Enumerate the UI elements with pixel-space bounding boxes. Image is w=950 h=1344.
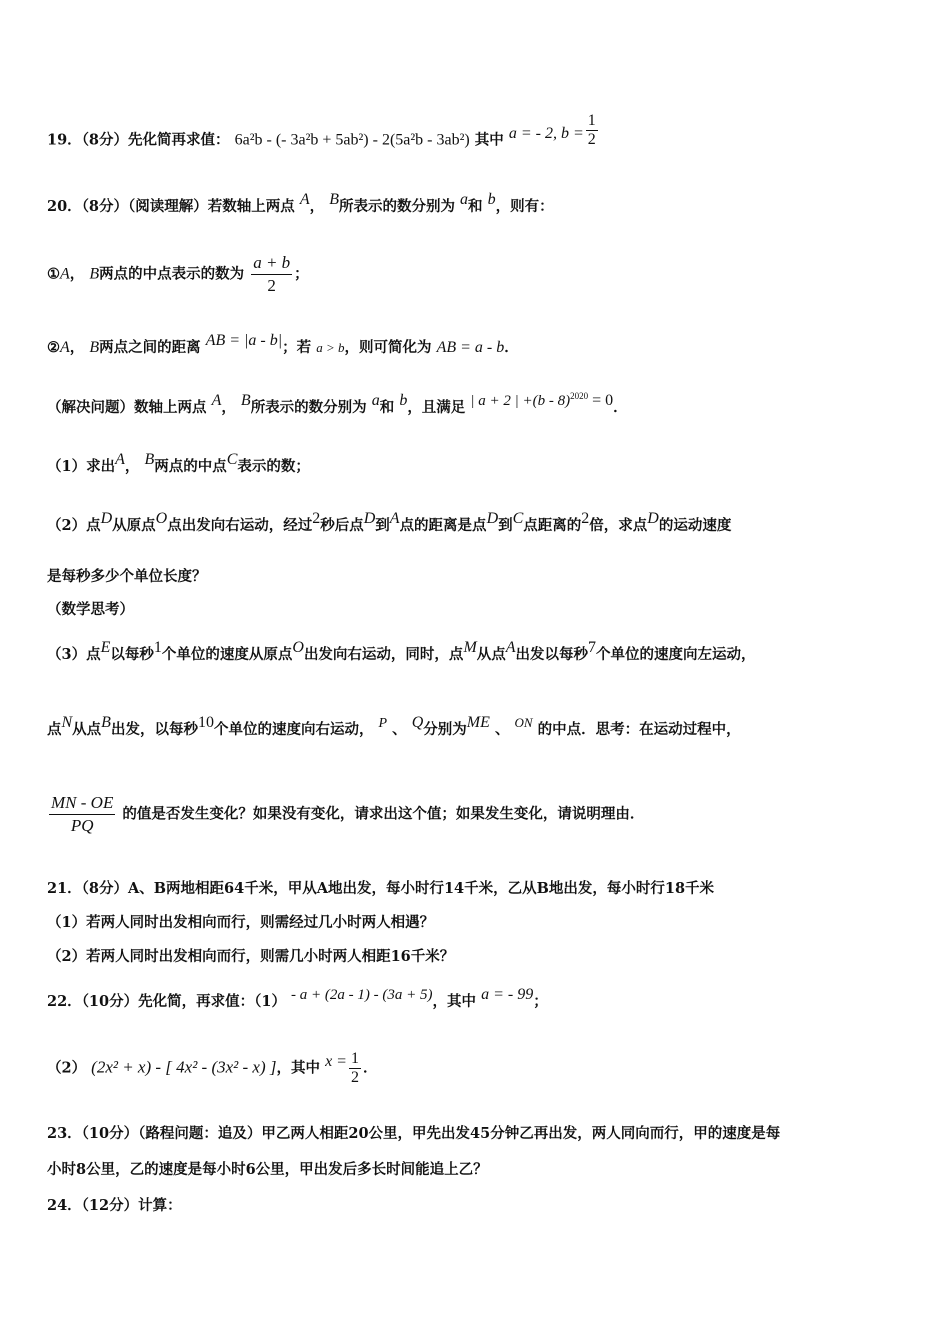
q20-item-2: ②A， B两点之间的距离 AB = |a - b|；若 a > b，则可简化为 AB = a - b． xyxy=(47,332,519,356)
q20-part-3-line2: 点N从点B出发，以每秒10个单位的速度向右运动， P 、 Q分别为ME 、 ON 的中点．思考：在运动过程中， xyxy=(47,714,741,738)
q20-part-3: （3）点E以每秒1个单位的速度从原点O出发向右运动，同时，点M从点A出发以每秒7个单位的速度向左运动， xyxy=(47,639,756,663)
q20-part-1: （1）求出A， B两点的中点C表示的数； xyxy=(47,451,310,475)
q19-where: 其中 xyxy=(474,131,504,149)
q19-line xyxy=(47,112,600,159)
q21-part-2: （2）若两人同时出发相向而行，则需几小时两人相距16千米？ xyxy=(47,948,455,965)
q21-line: 21．（8分）A、B两地相距64千米，甲从A地出发，每小时行14千米，乙从B地出发，每小时行18千米 xyxy=(47,880,715,897)
q22-fraction: $\frac{1}{2}$ xyxy=(350,1050,359,1086)
q20-part-2: （2）点D从原点O点出发向右运动，经过2秒后点D到A点的距离是点D到C点距离的2倍，求点D的运动速度 xyxy=(47,510,732,534)
q20-think: （数学思考） xyxy=(47,601,134,618)
q22-expression-1: - a + (2a - 1) - (3a + 5) xyxy=(291,987,433,1003)
q23-line: 23．（10分）（路程问题：追及）甲乙两人相距20公里，甲先出发45分钟乙再出发，两人同向而行，甲的速度是每 xyxy=(47,1125,781,1142)
midpoint-fraction: $\frac{a + b}{2}$ xyxy=(253,253,291,295)
q19-expression: 6a²b - (- 3a²b + 5ab²) - 2(5a²b - 3ab²) xyxy=(234,131,470,149)
q20-solve: （解决问题）数轴上两点 A， B所表示的数分别为 a和 b，且满足 | a + 2 | +(b - 8)$^{2020}$ = 0． xyxy=(47,391,628,416)
q19-points: （8分） xyxy=(81,131,129,149)
distance-formula: AB = |a - b| xyxy=(205,332,283,349)
q20-part-3-line3: $\frac{MN - OE}{PQ}$ 的值是否发生变化？如果没有变化，请求出这个值；如果发生变化，请说明理由． xyxy=(51,793,645,835)
q22-part-2: （2） (2x² + x) - [ 4x² - (3x² - x) ]，其中 x = $\frac{1}{2}$ ． xyxy=(47,1050,378,1086)
q19-condition: a = - 2, b = xyxy=(508,124,584,142)
q19-number: 19． xyxy=(47,131,82,149)
q20-points: （8分） xyxy=(81,198,129,215)
q21-part-1: （1）若两人同时出发相向而行，则需经过几小时两人相遇？ xyxy=(47,914,435,931)
q20-number: 20． xyxy=(47,198,82,215)
q20-item-1: ①A， B两点的中点表示的数为 $\frac{a + b}{2}$ ； xyxy=(47,253,309,295)
solve-condition: | a + 2 | +(b - 8)$^{2020}$ = 0 xyxy=(470,391,614,409)
q20-line: 20．（8分）（阅读理解）若数轴上两点 A， B所表示的数分别为 a和 b，则有： xyxy=(47,191,554,215)
q22-expression-2: (2x² + x) - [ 4x² - (3x² - x) ] xyxy=(91,1057,277,1077)
mn-oe-fraction: $\frac{MN - OE}{PQ}$ xyxy=(51,793,114,835)
q22-line: 22．（10分）先化简，再求值：（1） - a + (2a - 1) - (3a + 5)，其中 a = - 99； xyxy=(47,986,548,1010)
q19-fraction: $\frac{1}{2}$ xyxy=(587,112,596,148)
q24-line: 24．（12分）计算： xyxy=(47,1197,182,1214)
q19-text: 先化简再求值： xyxy=(128,131,230,149)
q23-line-2: 小时8公里，乙的速度是每小时6公里，甲出发后多长时间能追上乙？ xyxy=(47,1161,488,1178)
q20-tag: （阅读理解） xyxy=(128,198,208,215)
q20-part-2-cont: 是每秒多少个单位长度？ xyxy=(47,568,207,585)
